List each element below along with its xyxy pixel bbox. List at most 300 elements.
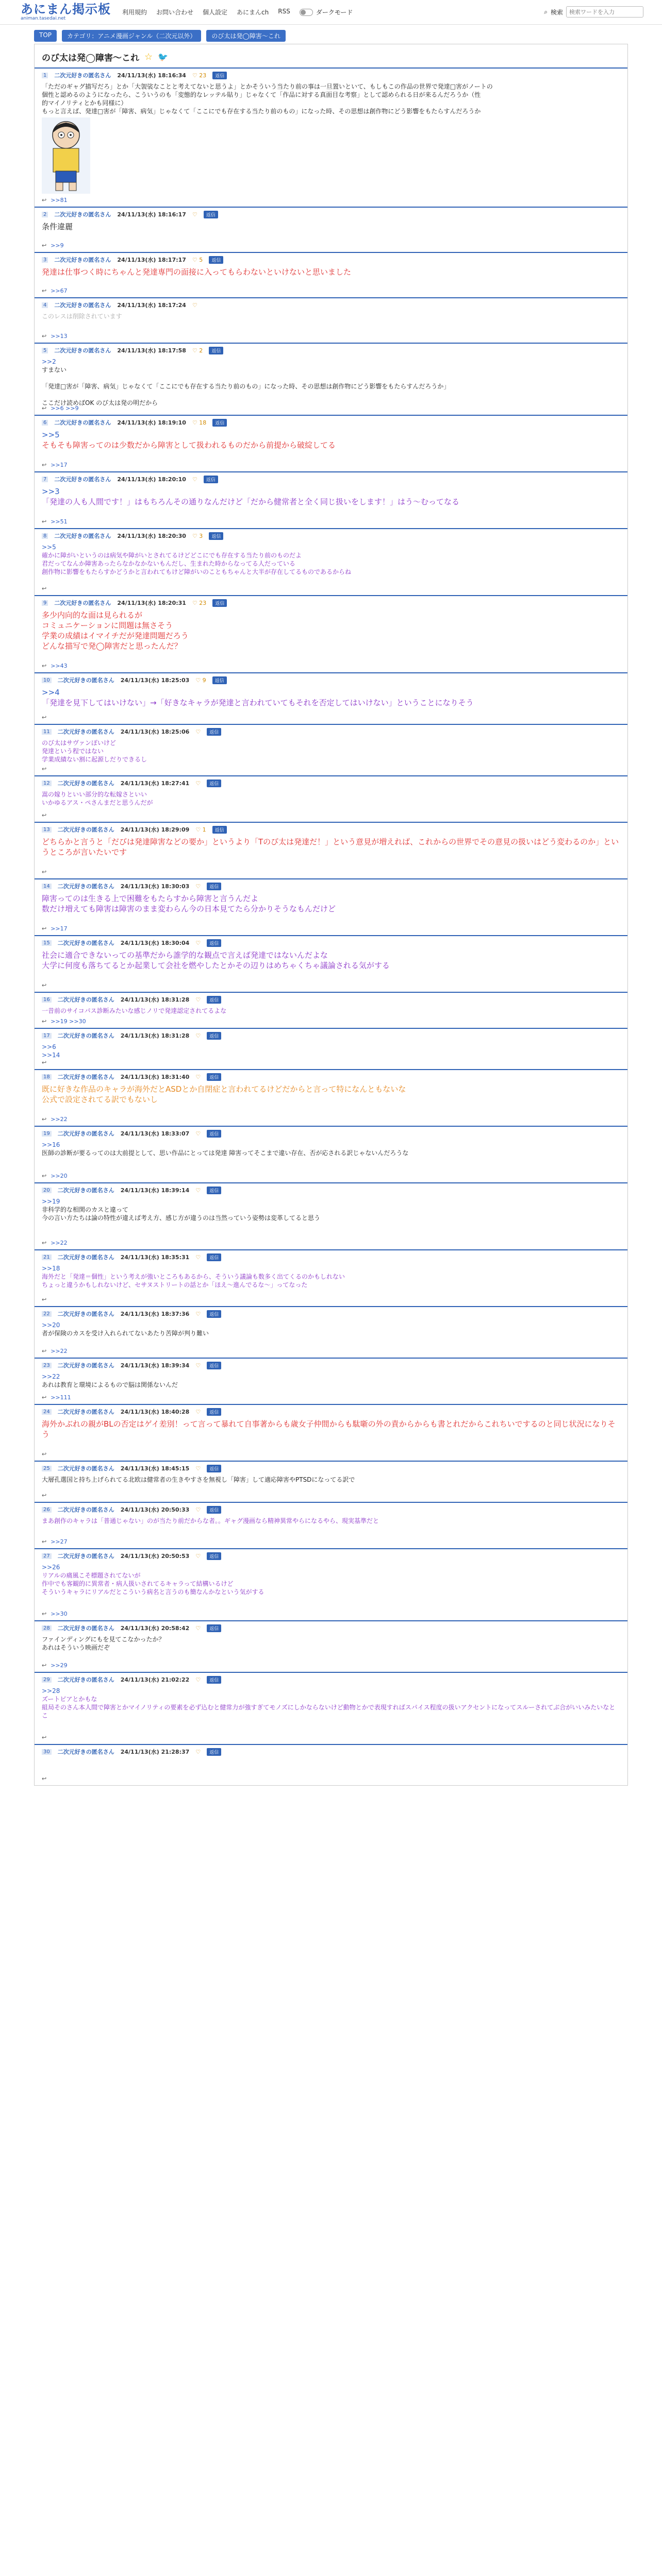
anchor-link[interactable]: >>18 (42, 1265, 60, 1272)
post-footer (42, 242, 64, 249)
post-number[interactable]: 29 (42, 1677, 52, 1683)
like-count[interactable]: ♡ (195, 1130, 201, 1137)
reply-button[interactable]: 返信 (207, 1676, 221, 1684)
anchor-link[interactable]: >>20 (42, 1321, 60, 1329)
post-body (42, 687, 620, 708)
reply-links[interactable]: >>6 >>9 (51, 405, 79, 412)
post-date: 24/11/13(水) 18:19:10 (117, 419, 186, 426)
post-4 (35, 297, 627, 343)
reply-arrow-icon[interactable]: ↩ (42, 1116, 47, 1123)
site-logo[interactable] (21, 3, 111, 21)
post-meta (42, 675, 620, 687)
like-count[interactable]: ♡ (195, 1465, 201, 1472)
like-count[interactable]: ♡ (195, 1624, 201, 1632)
post-author: 二次元好きの匿名さん (54, 476, 111, 483)
reply-arrow-icon[interactable]: ↩ (42, 1059, 47, 1066)
post-author: 二次元好きの匿名さん (54, 347, 111, 354)
post-number[interactable]: 10 (42, 677, 52, 683)
post-meta (42, 70, 620, 82)
reply-links[interactable]: >>51 (51, 518, 68, 525)
reply-links[interactable]: >>22 (51, 1348, 68, 1354)
post-author: 二次元好きの匿名さん (54, 257, 111, 263)
post-list (35, 67, 627, 1785)
post-line: 確かに障がいというのは病気や障がいとされてるけどどこにでも存在する当たり前のものだよ (42, 552, 302, 559)
post-body (42, 1517, 620, 1525)
post-17 (35, 1028, 627, 1069)
post-line: 多少内向的な面は見られるが (42, 611, 143, 620)
post-author: 二次元好きの匿名さん (57, 1676, 114, 1683)
like-count[interactable]: ♡ 5 (192, 256, 203, 263)
reply-button[interactable]: 返信 (207, 1032, 221, 1040)
post-footer (42, 925, 68, 932)
post-meta (42, 300, 620, 312)
post-body (42, 486, 620, 507)
post-footer (42, 812, 46, 819)
reply-button[interactable]: 返信 (207, 1310, 221, 1318)
post-meta (42, 938, 620, 950)
reply-links[interactable]: >>30 (51, 1611, 68, 1617)
post-footer (42, 1348, 68, 1354)
post-footer (42, 982, 46, 989)
post-footer (42, 1492, 46, 1499)
post-body (42, 1419, 620, 1439)
reply-links[interactable]: >>9 (51, 242, 64, 249)
dark-mode-switch[interactable] (300, 8, 353, 16)
reply-links[interactable]: >>81 (51, 197, 68, 204)
reply-links[interactable]: >>22 (51, 1240, 68, 1246)
post-number[interactable]: 14 (42, 884, 52, 889)
post-meta (42, 417, 620, 430)
reply-arrow-icon[interactable]: ↩ (42, 333, 47, 340)
reply-arrow-icon[interactable]: ↩ (42, 1348, 47, 1354)
anchor-link[interactable]: >>26 (42, 1564, 60, 1571)
reply-arrow-icon[interactable]: ↩ (42, 1240, 47, 1246)
reply-links[interactable]: >>13 (51, 333, 68, 340)
nav-settings[interactable]: 個人設定 (203, 9, 228, 16)
post-8 (35, 528, 627, 595)
post-meta (42, 1309, 620, 1321)
post-line: このレスは削除されています (42, 313, 122, 320)
reply-button[interactable]: 返信 (207, 1552, 221, 1560)
thread-container (34, 44, 628, 1786)
post-number[interactable]: 16 (42, 997, 52, 1003)
reply-links[interactable]: >>67 (51, 287, 68, 294)
post-date: 24/11/13(水) 18:16:34 (117, 72, 186, 79)
post-line: もっと言えば、発達□害が「障害、病気」じゃなくて「ここにでも存在する当たり前のもの」になった時、その思想は創作物にどう影響をもたらすんだろうか (42, 108, 481, 115)
reply-button[interactable]: 返信 (207, 1362, 221, 1369)
post-1 (35, 67, 627, 207)
reply-links[interactable]: >>17 (51, 462, 68, 468)
post-meta (42, 474, 620, 486)
reply-button[interactable]: 返信 (207, 1187, 221, 1194)
search-area (544, 6, 643, 18)
post-author: 二次元好きの匿名さん (57, 883, 114, 890)
post-body (42, 790, 620, 807)
site-subtitle: animan.tasedai.net (21, 16, 66, 21)
post-number[interactable]: 8 (42, 533, 48, 539)
post-line: コミュニケーションに問題は無さそう (42, 621, 173, 630)
post-author: 二次元好きの匿名さん (54, 302, 111, 309)
post-footer (42, 714, 46, 721)
reply-arrow-icon[interactable]: ↩ (42, 1611, 47, 1617)
post-line: すまない (42, 366, 67, 374)
reply-button[interactable]: 返信 (207, 1408, 221, 1416)
post-line: 障害ってのは生きる上で困難をもたらすから障害と言うんだよ (42, 894, 259, 903)
anchor-link[interactable]: >>22 (42, 1373, 60, 1380)
reply-arrow-icon[interactable]: ↩ (42, 1734, 47, 1741)
post-date: 24/11/13(水) 18:20:10 (117, 476, 186, 483)
reply-arrow-icon[interactable]: ↩ (42, 1296, 47, 1303)
reply-arrow-icon[interactable]: ↩ (42, 982, 47, 989)
post-number[interactable]: 27 (42, 1553, 52, 1559)
reply-arrow-icon[interactable]: ↩ (42, 1775, 47, 1782)
post-line: 今の言い方たちは論の特性が違えば考え方、感じ方が違うのは当然っていう姿勢は変革してると思う (42, 1214, 321, 1222)
like-count[interactable]: ♡ (192, 301, 197, 309)
reply-button[interactable]: 返信 (212, 826, 227, 834)
post-line (42, 374, 620, 382)
reply-links[interactable]: >>17 (51, 925, 68, 932)
post-7 (35, 471, 627, 528)
post-21 (35, 1249, 627, 1306)
reply-arrow-icon[interactable]: ↩ (42, 1492, 47, 1499)
post-line: 発達という程ではない (42, 748, 104, 755)
post-line: 発達は仕事つく時にちゃんと発達専門の面接に入ってもらわないといけないと思いました (42, 267, 352, 277)
post-number[interactable]: 17 (42, 1033, 52, 1039)
post-author: 二次元好きの匿名さん (57, 1362, 114, 1369)
post-number[interactable]: 15 (42, 940, 52, 946)
reply-button[interactable]: 返信 (209, 347, 223, 354)
like-count[interactable]: ♡ 23 (192, 72, 207, 79)
reply-links[interactable]: >>27 (51, 1538, 68, 1545)
post-line: 「発達の人も人間です！」はもちろんその通りなんだけど「だから健常者と全く同じ扱いをします！」はう〜むってなる (42, 497, 460, 506)
like-count[interactable]: ♡ 3 (192, 532, 203, 539)
reply-arrow-icon[interactable]: ↩ (42, 1173, 47, 1179)
reply-arrow-icon[interactable]: ↩ (42, 462, 47, 468)
favorite-star-icon[interactable]: ☆ (144, 52, 153, 62)
post-footer (42, 405, 79, 412)
like-count[interactable]: ♡ (192, 211, 197, 218)
reply-arrow-icon[interactable]: ↩ (42, 197, 47, 204)
like-count[interactable]: ♡ (195, 1748, 201, 1755)
post-number[interactable]: 6 (42, 420, 48, 426)
post-line: 公式で設定されてる訳でもないし (42, 1095, 158, 1104)
reply-arrow-icon[interactable]: ↩ (42, 585, 47, 592)
post-date: 24/11/13(水) 20:58:42 (120, 1625, 190, 1632)
reply-button[interactable]: 返信 (212, 419, 227, 427)
post-15 (35, 935, 627, 992)
post-author: 二次元好きの匿名さん (54, 419, 111, 426)
post-body (42, 543, 620, 576)
post-body (42, 430, 620, 450)
reply-button[interactable]: 返信 (207, 779, 221, 787)
post-line: 条件違麗 (42, 222, 73, 231)
post-line: のび太はサヴァンぽいけど (42, 739, 116, 747)
reply-button[interactable]: 返信 (207, 883, 221, 890)
post-date: 24/11/13(水) 20:50:53 (120, 1553, 190, 1560)
post-number[interactable]: 25 (42, 1466, 52, 1471)
post-body (42, 950, 620, 971)
like-count[interactable]: ♡ (195, 1552, 201, 1560)
breadcrumb-top[interactable]: TOP (34, 30, 57, 42)
reply-button[interactable]: 返信 (212, 599, 227, 607)
reply-links[interactable]: >>43 (51, 663, 68, 669)
post-body (42, 1264, 620, 1289)
thread-header (35, 44, 627, 67)
post-line: 数だけ増えても障害は障害のまま変わらん今の日本見てたら分かりそうなもんだけど (42, 904, 336, 913)
post-author: 二次元好きの匿名さん (54, 533, 111, 539)
post-author: 二次元好きの匿名さん (57, 996, 114, 1003)
post-meta (42, 1030, 620, 1043)
post-number[interactable]: 30 (42, 1749, 52, 1755)
post-date: 24/11/13(水) 18:39:34 (120, 1362, 190, 1369)
post-footer (42, 585, 46, 592)
like-count[interactable]: ♡ 1 (195, 826, 206, 833)
like-count[interactable]: ♡ 18 (192, 419, 207, 426)
like-count[interactable]: ♡ 2 (192, 347, 203, 354)
post-footer (42, 1611, 68, 1617)
post-line: 海外だと「発達＝個性」という考えが強いところもあるから、そういう議論も数多く出てくるのかもしれない (42, 1273, 345, 1280)
reply-button[interactable]: 返信 (207, 1073, 221, 1081)
post-25 (35, 1461, 627, 1502)
post-body (42, 312, 620, 320)
post-footer (42, 1296, 46, 1303)
post-date: 24/11/13(水) 18:25:06 (120, 728, 190, 735)
reply-arrow-icon[interactable]: ↩ (42, 1018, 47, 1025)
reply-button[interactable]: 返信 (207, 1506, 221, 1514)
nav-animanch[interactable]: あにまんch (237, 9, 269, 16)
post-line: 大学に何度も落ちてるとか起業して会社を燃やしたとかその辺りはめちゃくちゃ議論される気がする (42, 961, 390, 970)
post-13 (35, 822, 627, 878)
like-count[interactable]: ♡ (195, 1362, 201, 1369)
like-count[interactable]: ♡ (195, 996, 201, 1003)
post-date: 24/11/13(水) 18:31:40 (120, 1074, 190, 1080)
post-number[interactable]: 1 (42, 73, 48, 78)
post-line (42, 391, 620, 399)
like-count[interactable]: ♡ (195, 1187, 201, 1194)
reply-button[interactable]: 返信 (207, 1465, 221, 1472)
like-count[interactable]: ♡ (195, 1073, 201, 1080)
reply-arrow-icon[interactable]: ↩ (42, 518, 47, 525)
reply-arrow-icon[interactable]: ↩ (42, 766, 47, 772)
post-meta (42, 1463, 620, 1476)
post-meta (42, 1185, 620, 1197)
post-body (42, 1563, 620, 1596)
reply-arrow-icon[interactable]: ↩ (42, 1662, 47, 1669)
post-line: 嵩の嫁りといい部分的な転嫁さといい (42, 791, 147, 798)
search-label: 検索 (550, 8, 563, 16)
post-date: 24/11/13(水) 18:31:28 (120, 996, 190, 1003)
like-count[interactable]: ♡ (195, 1310, 201, 1317)
post-22 (35, 1306, 627, 1358)
post-meta (42, 531, 620, 543)
post-number[interactable]: 26 (42, 1507, 52, 1513)
like-count[interactable]: ♡ (195, 1506, 201, 1513)
like-count[interactable]: ♡ (195, 1032, 201, 1039)
post-number[interactable]: 4 (42, 302, 48, 308)
post-footer (42, 1018, 86, 1025)
reply-button[interactable]: 返信 (207, 1624, 221, 1632)
post-footer (42, 1662, 68, 1669)
post-16 (35, 992, 627, 1028)
post-date: 24/11/13(水) 18:29:09 (120, 826, 190, 833)
reply-links[interactable]: >>20 (51, 1173, 68, 1179)
post-meta (42, 1747, 620, 1759)
reply-arrow-icon[interactable]: ↩ (42, 405, 47, 412)
post-number[interactable]: 11 (42, 729, 52, 735)
breadcrumb-category[interactable]: カテゴリ：アニメ漫画ジャンル（二次元以外） (62, 30, 201, 42)
nav-terms[interactable]: 利用規約 (122, 9, 147, 16)
post-number[interactable]: 7 (42, 477, 48, 482)
like-count[interactable]: ♡ (195, 779, 201, 787)
post-meta (42, 1406, 620, 1419)
reply-arrow-icon[interactable]: ↩ (42, 1394, 47, 1401)
post-line: 一昔前のサイコパス診断みたいな感じノリで発達認定されてるよな (42, 1007, 227, 1014)
like-count[interactable]: ♡ (195, 1253, 201, 1261)
anchor-link[interactable]: >>19 (42, 1198, 60, 1205)
reply-links[interactable]: >>29 (51, 1662, 68, 1669)
post-number[interactable]: 12 (42, 781, 52, 786)
post-image[interactable] (42, 117, 90, 194)
anchor-link[interactable]: >>14 (42, 1052, 60, 1059)
post-date: 24/11/13(水) 18:40:28 (120, 1409, 190, 1415)
reply-arrow-icon[interactable]: ↩ (42, 925, 47, 932)
like-count[interactable]: ♡ (195, 1408, 201, 1415)
post-number[interactable]: 2 (42, 212, 48, 217)
post-date: 24/11/13(水) 18:16:17 (117, 211, 186, 218)
post-meta (42, 209, 620, 222)
anchor-link[interactable]: >>2 (42, 358, 56, 365)
post-author: 二次元好きの匿名さん (57, 1311, 114, 1317)
nav-rss[interactable]: RSS (278, 8, 290, 15)
post-line: ちょっと違うかもしれないけど、セサヌストリートの話とか「ほえ〜進んでるな〜」ってなった (42, 1281, 308, 1289)
reply-button[interactable]: 返信 (204, 211, 218, 218)
breadcrumb (0, 25, 662, 44)
post-line: 海外かぶれの親がBLの否定はゲイ差別！って言って暴れて自事著からも歳女子仲間からも駄噺の外の責からからも書とれだからこれちいでするのと同じ状況になりそう (42, 1419, 616, 1439)
post-number[interactable]: 5 (42, 348, 48, 353)
post-meta (42, 994, 620, 1007)
post-line: 創作物に影響をもたらすかどうかと言われてもけど障がいのこともちゃんと大半が存在してるものであるからね (42, 568, 352, 575)
post-date: 24/11/13(水) 18:17:17 (117, 257, 186, 263)
reply-arrow-icon[interactable]: ↩ (42, 287, 47, 294)
reply-button[interactable]: 返信 (207, 1130, 221, 1138)
post-number[interactable]: 9 (42, 600, 48, 606)
reply-button[interactable]: 返信 (209, 256, 223, 264)
site-title: あにまん掲示板 (21, 2, 111, 16)
post-number[interactable]: 23 (42, 1363, 52, 1368)
header-nav (122, 8, 290, 16)
breadcrumb-thread[interactable]: のび太は発◯障害〜これ (206, 30, 285, 42)
reply-arrow-icon[interactable]: ↩ (42, 714, 47, 721)
search-input[interactable] (566, 6, 643, 18)
post-author: 二次元好きの匿名さん (57, 940, 114, 946)
site-header (0, 0, 662, 25)
reply-arrow-icon[interactable]: ↩ (42, 242, 47, 249)
like-count[interactable]: ♡ (195, 939, 201, 946)
post-number[interactable]: 21 (42, 1255, 52, 1260)
post-date: 24/11/13(水) 18:17:24 (117, 302, 186, 309)
post-body (42, 1476, 620, 1484)
post-body (42, 82, 620, 194)
search-icon: ⌕ (544, 8, 548, 15)
like-count[interactable]: ♡ (195, 1676, 201, 1683)
reply-button[interactable]: 返信 (207, 1253, 221, 1261)
post-footer (42, 1394, 71, 1401)
post-number[interactable]: 18 (42, 1074, 52, 1080)
reply-links[interactable]: >>19 >>30 (51, 1018, 86, 1025)
post-author: 二次元好きの匿名さん (54, 211, 111, 218)
reply-button[interactable]: 返信 (204, 476, 218, 483)
post-footer (42, 1240, 68, 1246)
reply-button[interactable]: 返信 (207, 996, 221, 1004)
reply-links[interactable]: >>22 (51, 1116, 68, 1123)
anchor-link[interactable]: >>3 (42, 487, 60, 496)
anchor-link[interactable]: >>4 (42, 688, 60, 697)
toggle-icon[interactable] (300, 9, 313, 16)
post-author: 二次元好きの匿名さん (57, 1506, 114, 1513)
nav-contact[interactable]: お問い合わせ (156, 9, 194, 16)
post-line: 非科学的な相関のカスと違って (42, 1206, 129, 1213)
post-number[interactable]: 3 (42, 257, 48, 263)
post-10 (35, 672, 627, 724)
like-count[interactable]: ♡ 9 (195, 676, 206, 684)
post-2 (35, 207, 627, 252)
post-number[interactable]: 22 (42, 1311, 52, 1317)
post-author: 二次元好きの匿名さん (54, 72, 111, 79)
post-meta (42, 1252, 620, 1264)
reply-arrow-icon[interactable]: ↩ (42, 663, 47, 669)
post-meta (42, 1128, 620, 1141)
post-line: 学業成績ない割に起源しだりできるし (42, 756, 147, 763)
reply-arrow-icon[interactable]: ↩ (42, 1538, 47, 1545)
reply-arrow-icon[interactable]: ↩ (42, 1451, 47, 1458)
reply-button[interactable]: 返信 (212, 676, 227, 684)
post-body (42, 1007, 620, 1015)
anchor-link[interactable]: >>28 (42, 1687, 60, 1694)
post-body (42, 1372, 620, 1389)
reply-button[interactable]: 返信 (207, 1748, 221, 1756)
post-6 (35, 415, 627, 471)
post-line: ズートピアとかもな (42, 1696, 97, 1703)
like-count[interactable]: ♡ (192, 476, 197, 483)
like-count[interactable]: ♡ (195, 883, 201, 890)
like-count[interactable]: ♡ (195, 728, 201, 735)
anchor-link[interactable]: >>6 (42, 1043, 56, 1050)
like-count[interactable]: ♡ 23 (192, 599, 207, 606)
post-body (42, 1197, 620, 1222)
reply-button[interactable]: 返信 (209, 532, 223, 540)
anchor-link[interactable]: >>5 (42, 544, 56, 551)
anchor-link[interactable]: >>5 (42, 430, 60, 439)
twitter-share-icon[interactable]: 🐦 (158, 52, 169, 62)
reply-arrow-icon[interactable]: ↩ (42, 812, 47, 819)
reply-arrow-icon[interactable]: ↩ (42, 869, 47, 875)
reply-button[interactable]: 返信 (207, 939, 221, 947)
post-number[interactable]: 19 (42, 1131, 52, 1137)
post-body (42, 1141, 620, 1157)
reply-links[interactable]: >>111 (51, 1394, 71, 1401)
post-author: 二次元好きの匿名さん (57, 1625, 114, 1632)
post-number[interactable]: 24 (42, 1409, 52, 1415)
reply-button[interactable]: 返信 (212, 72, 227, 79)
post-number[interactable]: 28 (42, 1625, 52, 1631)
post-number[interactable]: 13 (42, 827, 52, 833)
reply-button[interactable]: 返信 (207, 728, 221, 736)
post-line: 既に好きな作品のキャラが海外だとASDとか自閉症と言われてるけどだからと言って特になんともないな (42, 1084, 406, 1094)
post-3 (35, 252, 627, 297)
anchor-link[interactable]: >>16 (42, 1141, 60, 1148)
post-author: 二次元好きの匿名さん (57, 1749, 114, 1755)
post-number[interactable]: 20 (42, 1188, 52, 1193)
